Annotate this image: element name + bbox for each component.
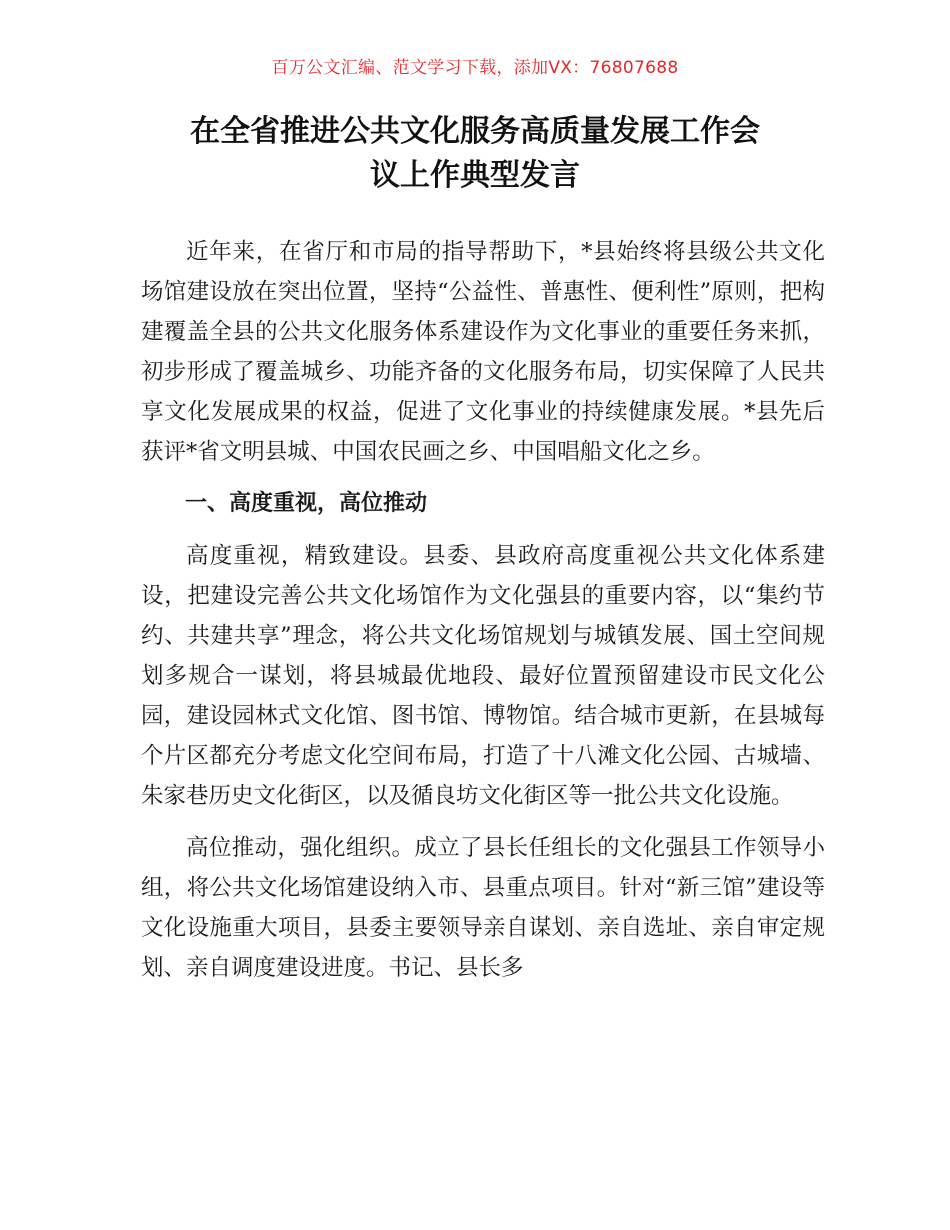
watermark-header: 百万公文汇编、范文学习下载，添加VX：76807688 [271,58,679,78]
section-heading-1: 一、高度重视，高位推动 [185,491,428,516]
document-body [141,232,825,1000]
paragraph-section1-b: 高位推动，强化组织。成立了县长任组长的文化强县工作领导小组，将公共文化场馆建设纳入市、县重点项目。针对“新三馆”建设等文化设施重大项目，县委主要领导亲自谋划、亲自选址、亲自审定规划、亲自调度建设进度。书记、县长多 [141,835,825,981]
paragraph-intro: 近年来，在省厅和市局的指导帮助下，*县始终将县级公共文化场馆建设放在突出位置，坚持“公益性、普惠性、便利性”原则，把构建覆盖全县的公共文化服务体系建设作为文化事业的重要任务来抓，初步形成了覆盖城乡、功能齐备的文化服务布局，切实保障了人民共享文化发展成果的权益，促进了文化事业的持续健康发展。*县先后获评*省文明县城、中国农民画之乡、中国唱船文化之乡。 [141,239,825,465]
title-line-1: 在全省推进公共文化服务高质量发展工作会 [190,114,760,149]
paragraph-section1-a: 高度重视，精致建设。县委、县政府高度重视公共文化体系建设，把建设完善公共文化场馆作为文化强县的重要内容，以“集约节约、共建共享”理念，将公共文化场馆规划与城镇发展、国土空间规划多规合一谋划，将县城最优地段、最好位置预留建设市民文化公园，建设园林式文化馆、图书馆、博物馆。结合城市更新，在县城每个片区都充分考虑文化空间布局，打造了十八滩文化公园、古城墙、朱家巷历史文化街区，以及循良坊文化街区等一批公共文化设施。 [141,543,825,809]
title-line-2: 议上作典型发言 [370,158,580,193]
document-title [120,110,830,198]
